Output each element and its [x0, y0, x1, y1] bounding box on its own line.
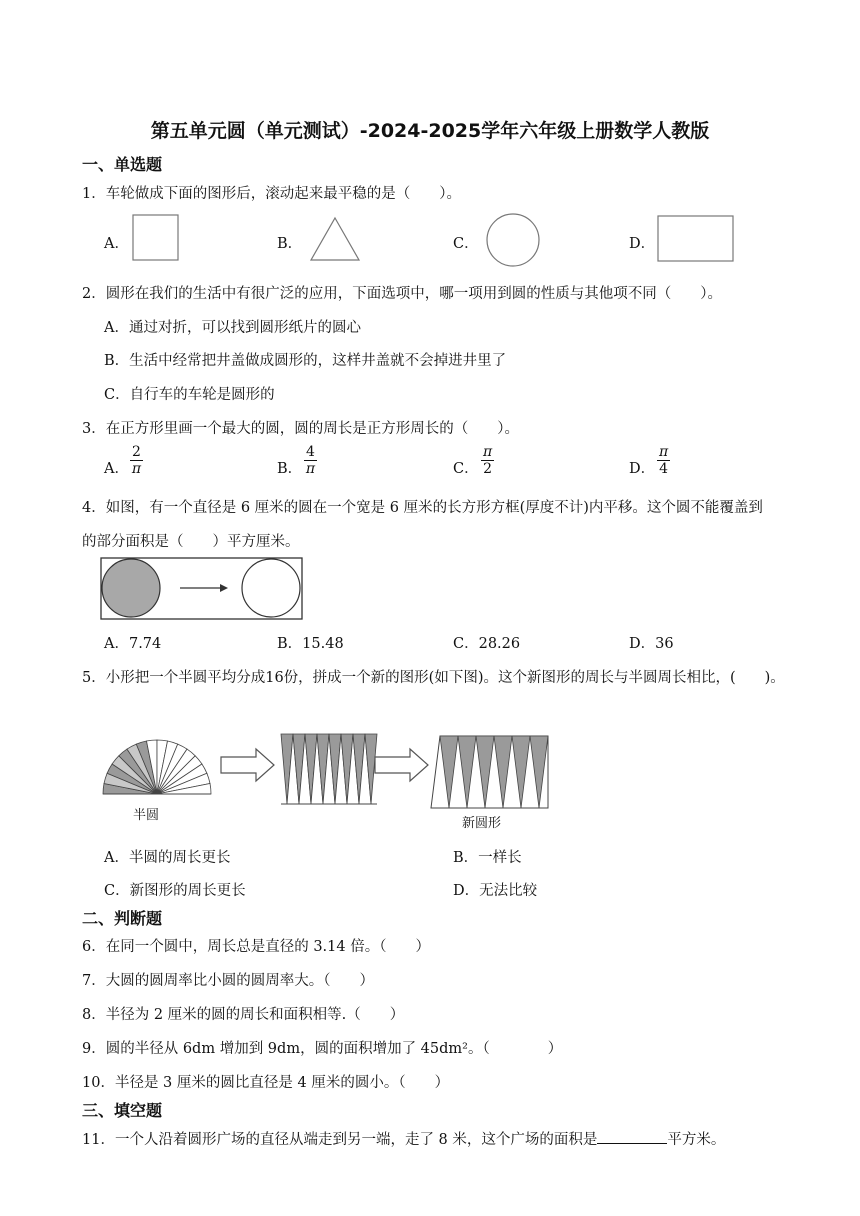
q4-option-c: C．28.26	[453, 636, 521, 652]
q1-option-a-label: A．	[104, 236, 129, 252]
q5-new-shape-figure	[430, 734, 546, 810]
square-icon	[132, 214, 180, 262]
rectangle-icon	[657, 215, 735, 263]
question-8-text: 8．半径为 2 厘米的圆的周长和面积相等.（ ）	[82, 1007, 405, 1023]
q5-figure-label-new-shape: 新圆形	[462, 816, 502, 831]
question-2-text: 2．圆形在我们的生活中有很广泛的应用，下面选项中，哪一项用到圆的性质与其他项不同（ ）。	[82, 286, 722, 302]
page-title: 第五单元圆（单元测试）-2024-2025学年六年级上册数学人教版	[150, 120, 710, 142]
circle-icon	[485, 212, 541, 268]
right-arrow-icon	[220, 748, 276, 782]
q4-circle-in-frame-figure	[100, 557, 304, 621]
q2-option-c: C．自行车的车轮是圆形的	[104, 387, 275, 403]
q1-option-c-label: C．	[453, 236, 479, 252]
question-4-text-line1: 4．如图，有一个直径是 6 厘米的圆在一个宽是 6 厘米的长方形方框(厚度不计)内平移。这个圆不能覆盖到	[82, 500, 763, 516]
question-5-text: 5．小形把一个半圆平均分成16份，拼成一个新的图形(如下图)。这个新图形的周长与半圆周长相比，( )。	[82, 670, 785, 686]
q5-option-b: B．一样长	[453, 850, 522, 866]
q3-option-c-fraction: $\frac{\pi}{2}$	[483, 444, 493, 477]
question-4-text-line2: 的部分面积是（ ）平方厘米。	[82, 534, 300, 550]
question-3-text: 3．在正方形里画一个最大的圆，圆的周长是正方形周长的（ ）。	[82, 421, 519, 437]
q3-option-c-label: C．	[453, 461, 479, 477]
answer-blank[interactable]	[597, 1129, 667, 1144]
question-10-text: 10．半径是 3 厘米的圆比直径是 4 厘米的圆小。（ ）	[82, 1075, 450, 1091]
q4-option-a: A．7.74	[104, 636, 162, 652]
question-11-text-before: 11．一个人沿着圆形广场的直径从端走到另一端，走了 8 米，这个广场的面积是	[82, 1132, 598, 1148]
q3-option-d-fraction: $\frac{\pi}{4}$	[659, 444, 669, 477]
q3-option-d-label: D．	[629, 461, 656, 477]
q5-semicircle-figure	[100, 732, 214, 798]
section-heading-single-choice: 一、单选题	[82, 155, 163, 174]
q5-figure-label-semicircle: 半圆	[133, 808, 160, 823]
q4-option-d: D．36	[629, 636, 674, 652]
q3-option-a-label: A．	[104, 461, 129, 477]
section-heading-fill-blank: 三、填空题	[82, 1101, 163, 1120]
question-9-text: 9．圆的半径从 6dm 增加到 9dm，圆的面积增加了 45dm²。（ ）	[82, 1041, 563, 1057]
question-7-text: 7．大圆的圆周率比小圆的圆周率大。（ ）	[82, 973, 374, 989]
q3-option-b-fraction: $\frac{4}{\pi}$	[305, 444, 316, 477]
question-1-text: 1．车轮做成下面的图形后，滚动起来最平稳的是（ ）。	[82, 186, 461, 202]
q2-option-a: A．通过对折，可以找到圆形纸片的圆心	[104, 320, 361, 336]
right-arrow-icon	[374, 748, 430, 782]
q5-rearranged-figure-1	[278, 730, 380, 808]
q5-option-c: C．新图形的周长更长	[104, 883, 246, 899]
q4-option-b: B．15.48	[277, 636, 344, 652]
question-6-text: 6．在同一个圆中，周长总是直径的 3.14 倍。（ ）	[82, 939, 430, 955]
q1-option-d-label: D．	[629, 236, 656, 252]
q2-option-b: B．生活中经常把井盖做成圆形的，这样井盖就不会掉进井里了	[104, 353, 507, 369]
question-11-text	[82, 1128, 725, 1149]
section-heading-true-false: 二、判断题	[82, 909, 163, 928]
q3-option-b-label: B．	[277, 461, 303, 477]
triangle-icon	[309, 216, 361, 262]
q5-option-a: A．半圆的周长更长	[104, 850, 231, 866]
q3-option-a-fraction: $\frac{2}{\pi}$	[131, 444, 142, 477]
question-11-text-after: 平方米。	[667, 1132, 726, 1148]
q1-option-b-label: B．	[277, 236, 303, 252]
q5-option-d: D．无法比较	[453, 883, 538, 899]
